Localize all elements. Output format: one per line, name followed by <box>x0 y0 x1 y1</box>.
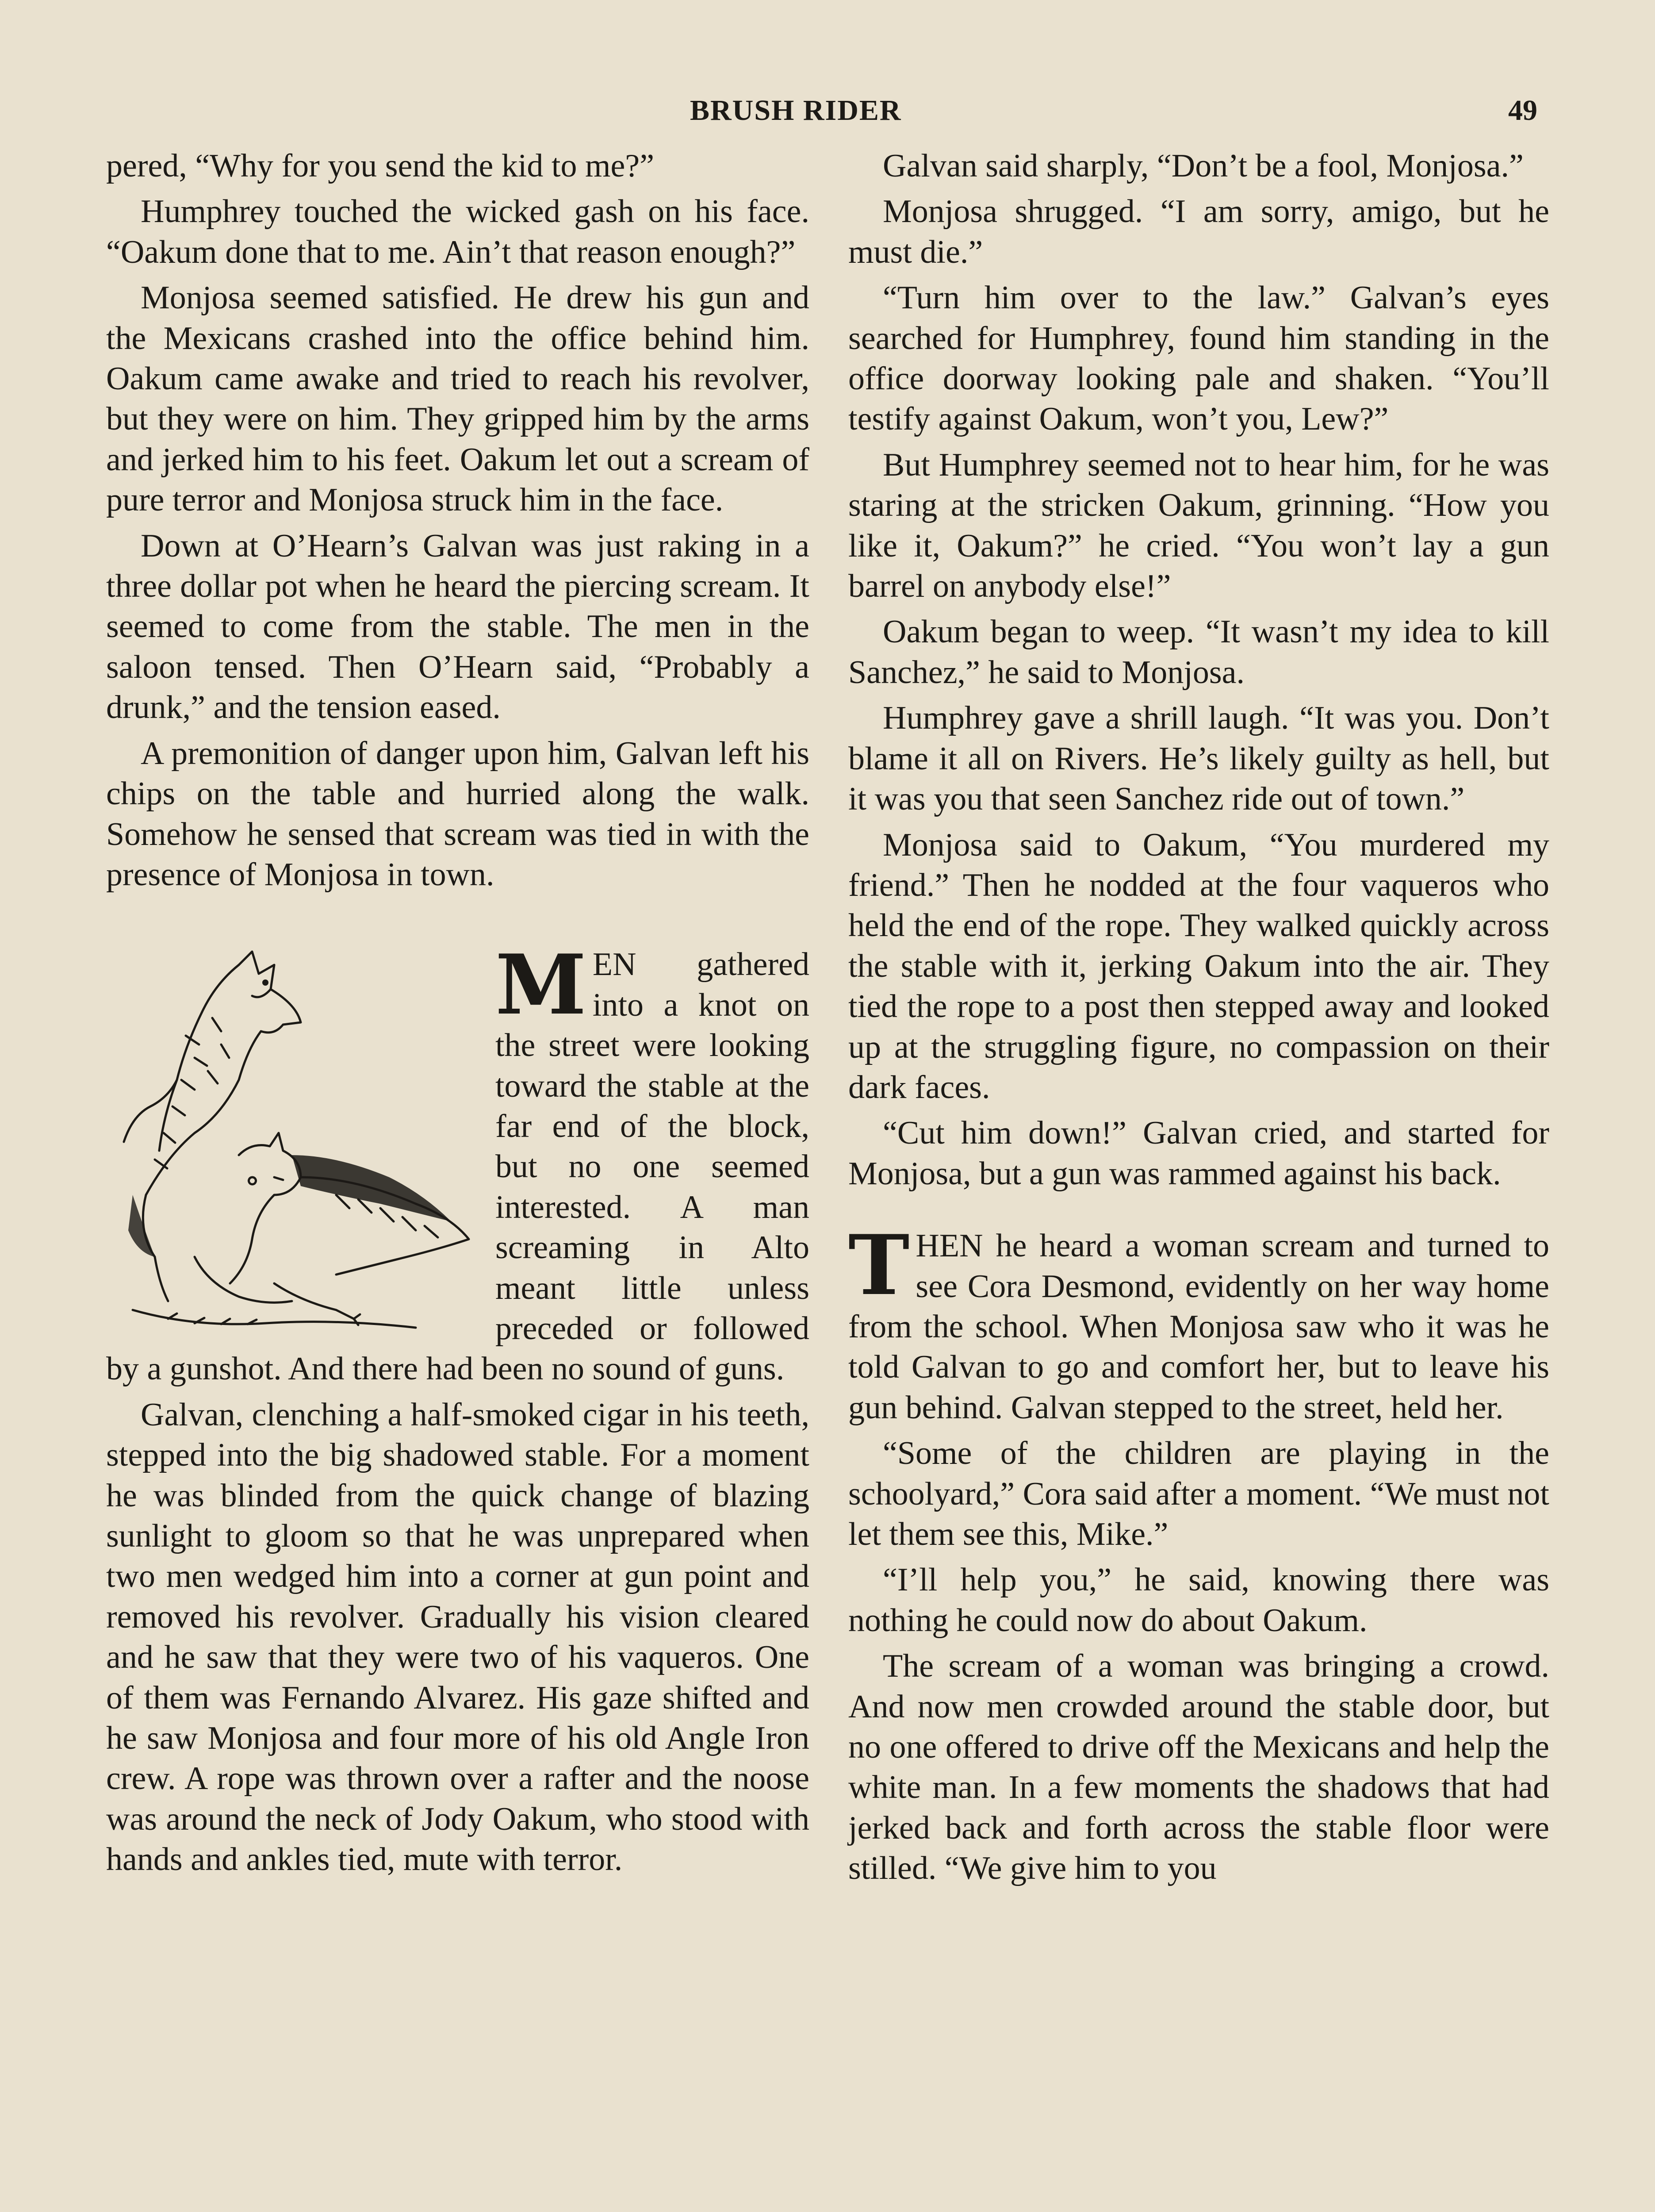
paragraph: “Turn him over to the law.” Galvan’s eyes searched for Humphrey, found him standing in the office doorway looking pale and shaken. “You’ll testify against Oakum, won’t you, Lew?” <box>848 280 1549 438</box>
paragraph: Monjosa seemed satisfied. He drew his gun and the Mexicans crashed into the office behind him. Oakum came awake and tried to reach his revolver, but they were on him. They gripped him by the arms and jerked him to his feet. Oakum let out a scream of pure terror and Monjosa struck him in the face. <box>106 280 809 518</box>
left-column <box>106 146 809 1886</box>
wolf-and-cub-illustration <box>106 947 478 1336</box>
section-break <box>848 1199 1549 1226</box>
paragraph: But Humphrey seemed not to hear him, for he was staring at the stricken Oakum, grinning. “How you like it, Oakum?” he cried. “You won’t lay a gun barrel on anybody else!” <box>848 446 1549 605</box>
paragraph-text: HEN he heard a woman scream and turned to see Cora Desmond, evidently on her way home from the school. When Monjosa saw who it was he told Galvan to go and comfort her, but to leave his gun behind. Galvan stepped to the street, held her. <box>848 1228 1549 1426</box>
paragraph: Galvan said sharply, “Don’t be a fool, Monjosa.” <box>883 148 1524 184</box>
paragraph: “Cut him down!” Galvan cried, and started for Monjosa, but a gun was rammed against his back. <box>848 1115 1549 1192</box>
drop-cap: T <box>848 1217 910 1314</box>
paragraph: Humphrey gave a shrill laugh. “It was you. Don’t blame it all on Rivers. He’s likely guilty as hell, but it was you that seen Sanchez ride out of town.” <box>848 700 1549 818</box>
paragraph: Monjosa shrugged. “I am sorry, amigo, but he must die.” <box>848 193 1549 270</box>
paragraph: Galvan, clenching a half-smoked cigar in his teeth, stepped into the big shadowed stable. For a moment he was blinded from the quick change of blazing sunlight to gloom so that he was unprepared when two men wedged him into a corner at gun point and removed his revolver. Gradually his vision cleared and he saw that they were two of his vaqueros. One of them was Fernando Alvarez. His gaze shifted and he saw Monjosa and four more of his old Angle Iron crew. A rope was thrown over a rafter and the noose was around the neck of Jody Oakum, who stood with hands and ankles tied, mute with terror. <box>106 1396 809 1878</box>
right-column <box>848 146 1549 1894</box>
paragraph: “Some of the children are playing in the schoolyard,” Cora said after a moment. “We must not let them see this, Mike.” <box>848 1435 1549 1552</box>
drop-cap: M <box>495 936 586 1033</box>
paragraph: Oakum began to weep. “It wasn’t my idea to kill Sanchez,” he said to Monjosa. <box>848 614 1549 691</box>
paragraph: Down at O’Hearn’s Galvan was just raking in a three dollar pot when he heard the piercing scream. It seemed to come from the stable. The men in the saloon tensed. Then O’Hearn said, “Probably a drunk,” and the tension eased. <box>106 527 809 726</box>
paragraph: pered, “Why for you send the kid to me?” <box>106 148 655 184</box>
paragraph-text: EN gathered into a knot on the street were looking toward the stable at the far end of the block, but no one seemed interested. A man screaming in Alto meant little unless preceded or followed by a gunshot. And there had been no sound of guns. <box>106 946 809 1387</box>
paragraph: Monjosa said to Oakum, “You murdered my friend.” Then he nodded at the four vaqueros who held the end of the rope. They walked quickly across the stable with it, jerking Oakum into the air. They tied the rope to a post then stepped away and looked up at the struggling figure, no compassion on their dark faces. <box>848 826 1549 1106</box>
running-title: BRUSH RIDER <box>690 94 902 127</box>
page-number: 49 <box>1508 94 1537 127</box>
paragraph: A premonition of danger upon him, Galvan left his chips on the table and hurried along the walk. Somehow he sensed that scream was tied in with the presence of Monjosa in town. <box>106 735 809 893</box>
paragraph: Humphrey touched the wicked gash on his face. “Oakum done that to me. Ain’t that reason enough?” <box>106 193 809 270</box>
drop-cap-paragraph <box>848 1217 1549 1428</box>
section-break <box>106 900 809 945</box>
paragraph: The scream of a woman was bringing a crowd. And now men crowded around the stable door, but no one offered to drive off the Mexicans and help the white man. In a few moments the shadows that had jerked back and forth across the stable floor were stilled. “We give him to you <box>848 1648 1549 1887</box>
paragraph: “I’ll help you,” he said, knowing there was nothing he could now do about Oakum. <box>848 1562 1549 1639</box>
